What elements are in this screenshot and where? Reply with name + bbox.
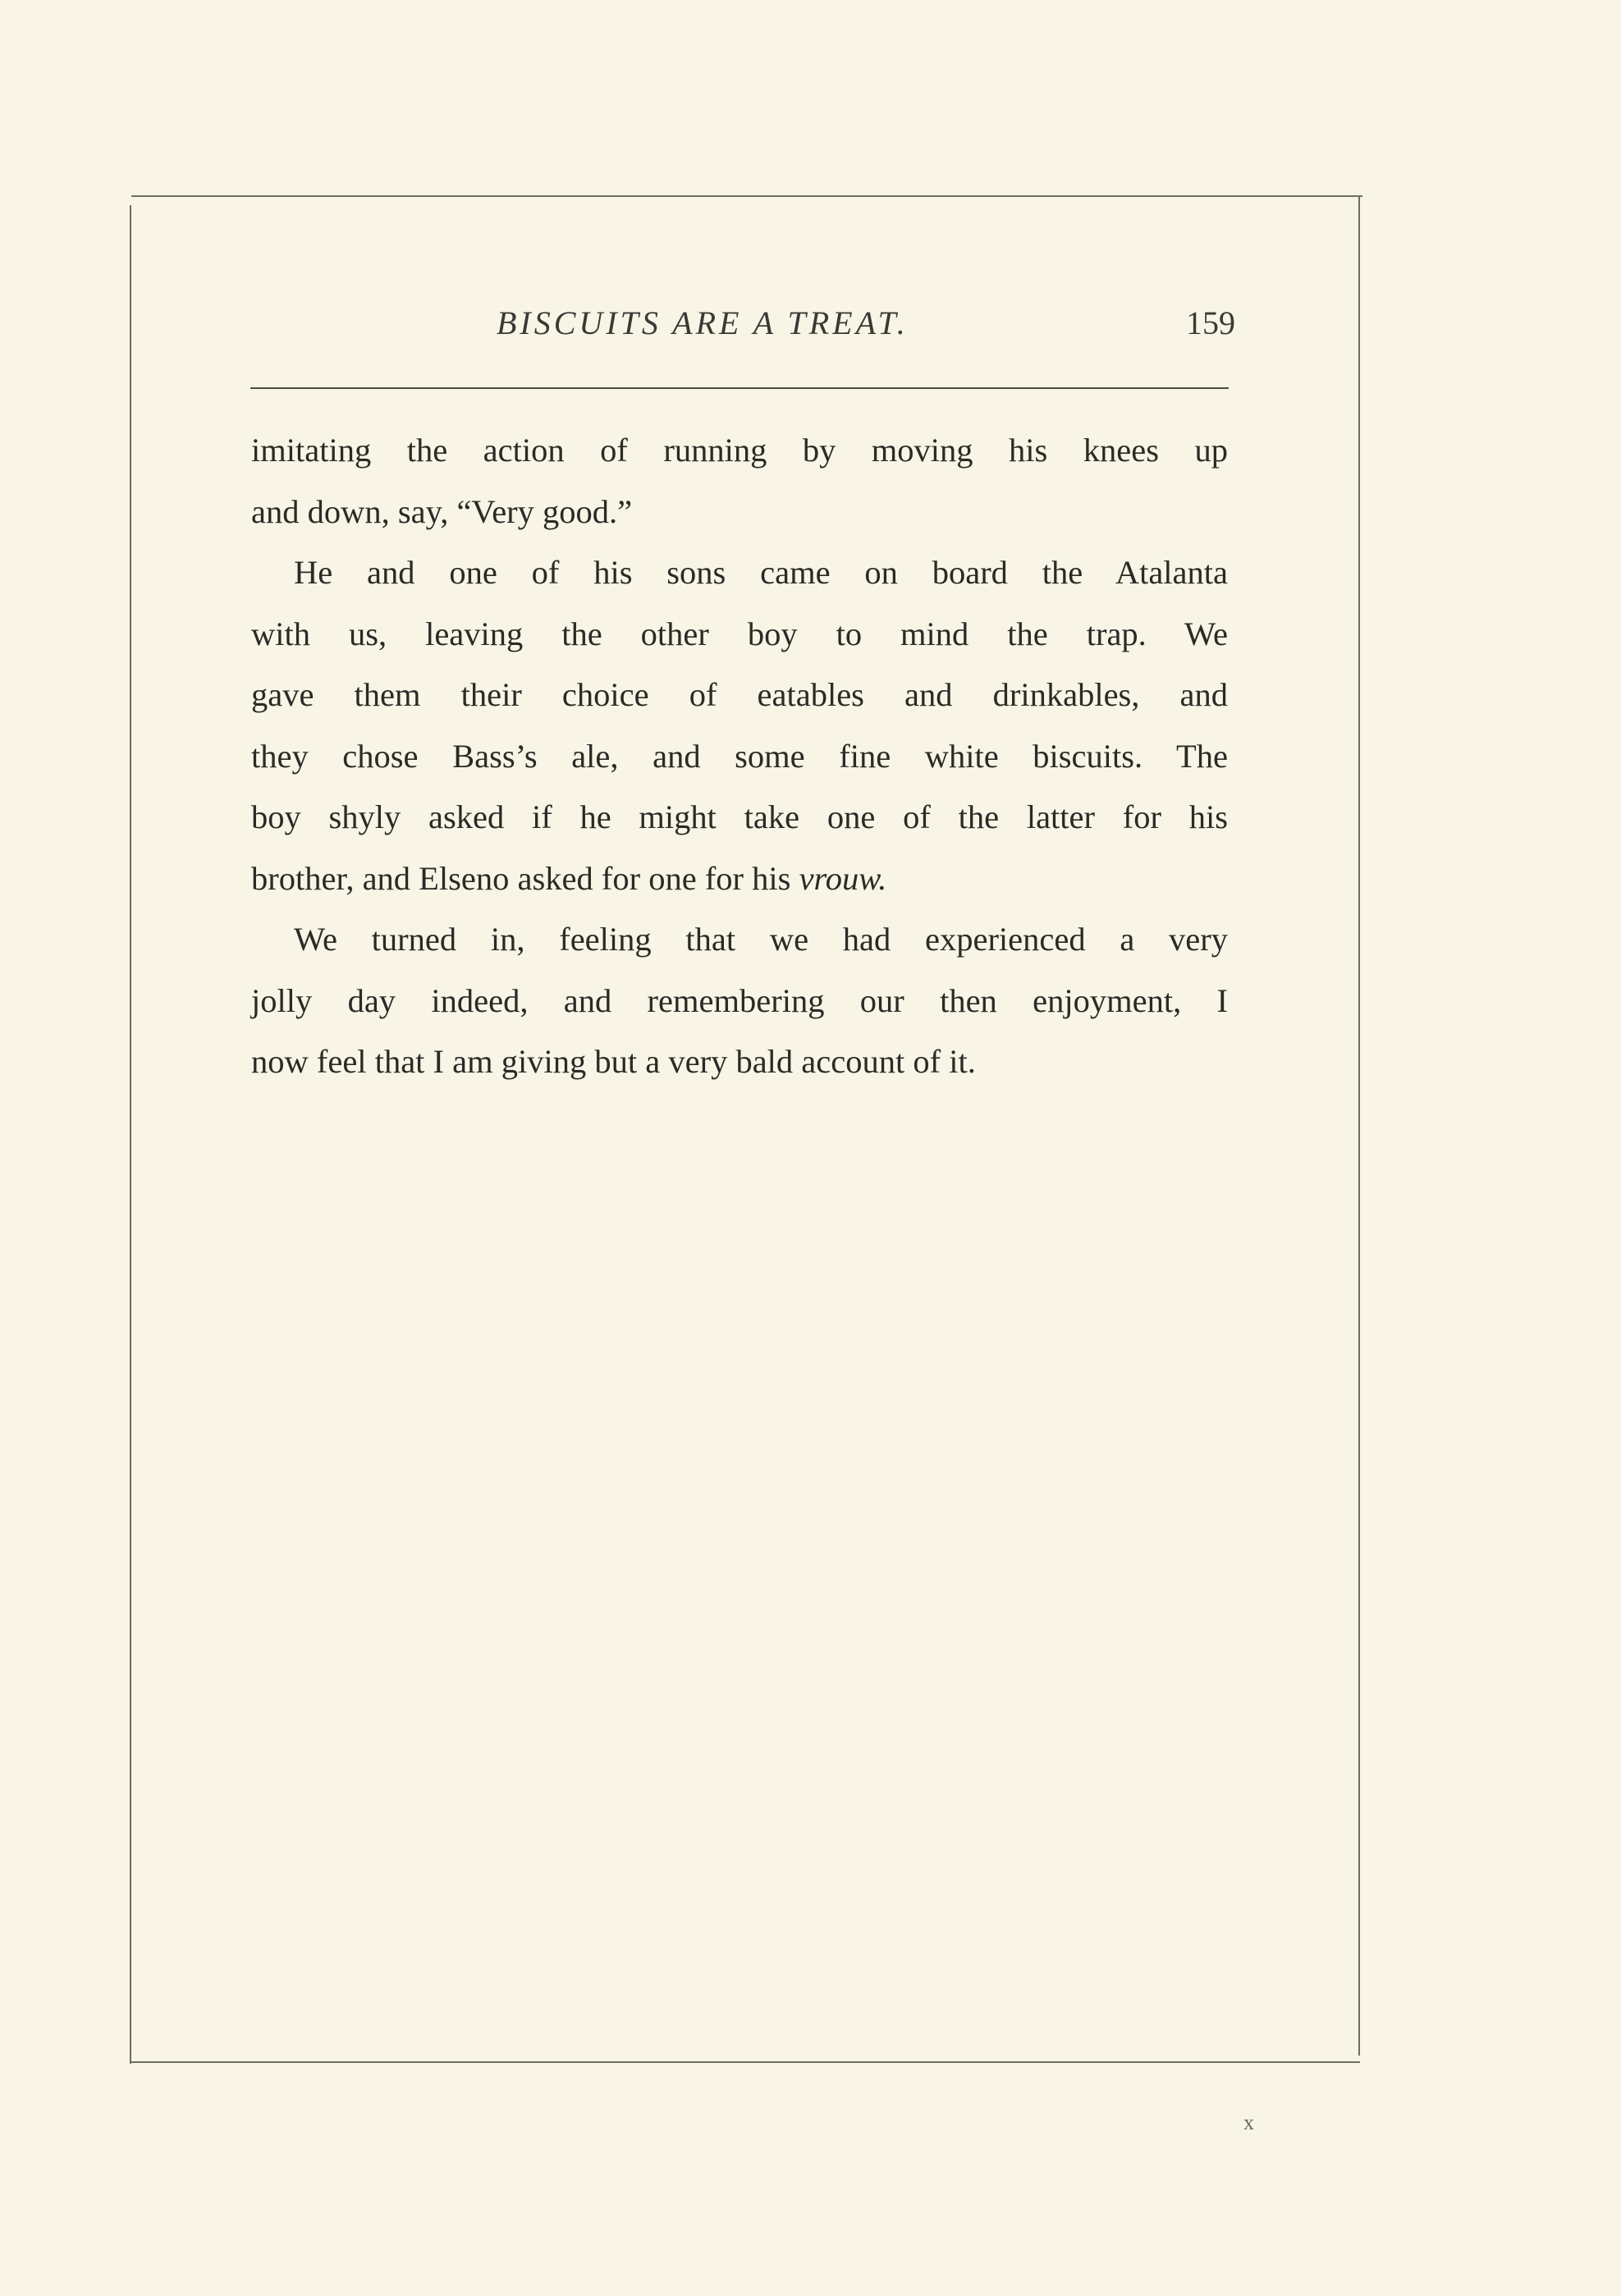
frame-top-rule <box>131 195 1362 197</box>
page-number: 159 <box>1186 304 1235 341</box>
text-line: now feel that I am giving but a very bald account of it. <box>251 1043 976 1080</box>
text-line: imitating the action of running by moving his knees up <box>251 432 1228 469</box>
text-line: jolly day indeed, and remembering our then enjoyment, I <box>251 981 1228 1019</box>
text-line: We turned in, feeling that we had experienced a very <box>294 921 1228 958</box>
text-line: they chose Bass’s ale, and some fine white biscuits. The <box>251 737 1228 775</box>
text-line: and down, say, “Very good.” <box>251 492 633 530</box>
frame-right-rule <box>1358 197 1360 2056</box>
italic-word: vrouw. <box>799 859 887 897</box>
signature-mark: x <box>1243 2111 1254 2134</box>
header-rule <box>250 387 1229 389</box>
frame-left-rule <box>130 205 131 2064</box>
text-line: gave them their choice of eatables and drinkables, and <box>251 676 1228 713</box>
frame-bottom-rule <box>131 2061 1360 2063</box>
text-line: boy shyly asked if he might take one of the latter for his <box>251 798 1228 835</box>
text-line-start: brother, and Elseno asked for one for his <box>251 859 799 897</box>
body-text <box>251 420 1228 1093</box>
text-line: He and one of his sons came on board the Atalanta <box>294 554 1228 591</box>
text-line: with us, leaving the other boy to mind the trap. We <box>251 615 1228 652</box>
text-line-with-italic <box>251 848 1228 910</box>
running-title: BISCUITS ARE A TREAT. <box>497 304 909 341</box>
